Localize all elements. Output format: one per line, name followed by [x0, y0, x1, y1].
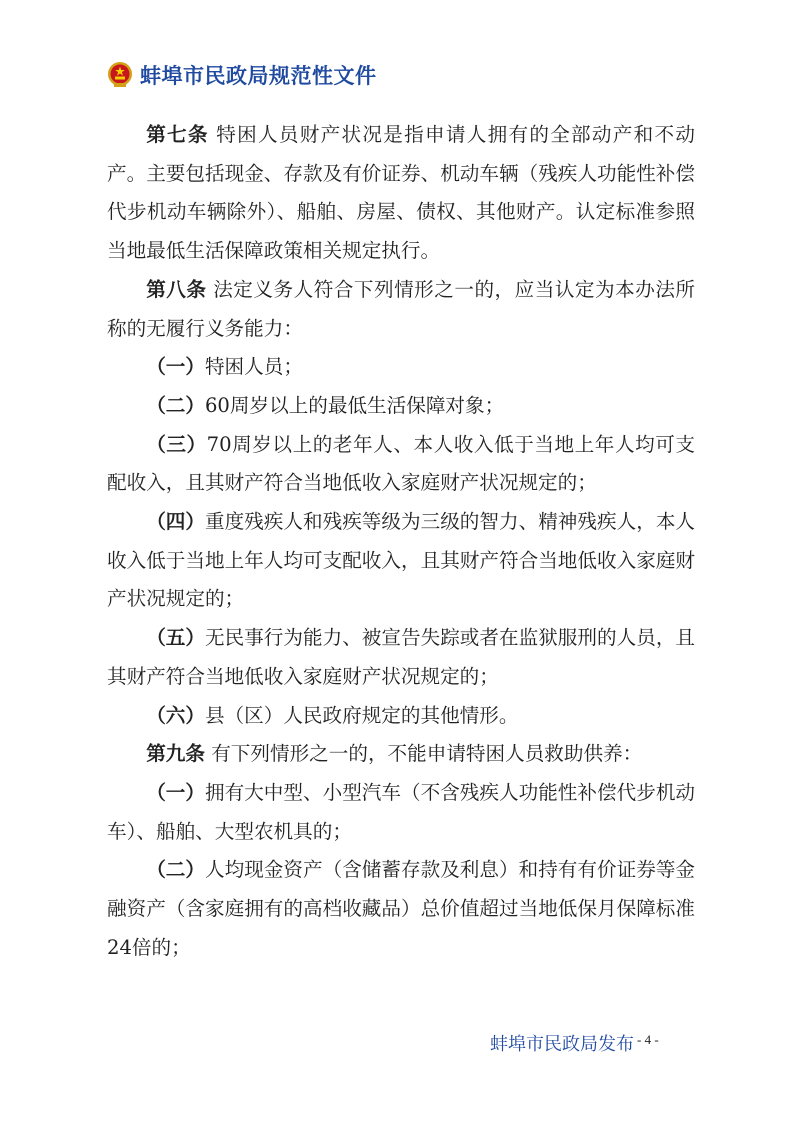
list-item	[107, 697, 695, 736]
paragraph-lead: 第七条	[146, 123, 209, 146]
item-text: 拥有大中型、小型汽车（不含残疾人功能性补偿代步机动车）、船舶、大型农机具的；	[107, 780, 696, 843]
paragraph-text: 法定义务人符合下列情形之一的，应当认定为本办法所称的无履行义务能力：	[107, 277, 696, 340]
article-7-paragraph	[107, 116, 695, 271]
header-title: 蚌埠市民政局规范性文件	[140, 64, 377, 88]
list-item	[107, 851, 695, 967]
list-item	[107, 387, 695, 426]
item-number: （五）	[146, 626, 205, 650]
list-item	[107, 774, 695, 851]
item-number: （四）	[146, 510, 205, 534]
page-number: - 4 -	[637, 1032, 659, 1047]
item-text: 重度残疾人和残疾等级为三级的智力、精神残疾人，本人收入低于当地上年人均可支配收入，且其财产符合当地低收入家庭财产状况规定的；	[107, 510, 696, 611]
item-number: （六）	[146, 703, 205, 727]
item-number: （二）	[146, 393, 205, 417]
item-number: （二）	[146, 858, 205, 882]
paragraph-lead: 第九条	[146, 742, 205, 766]
item-text: 60周岁以上的最低生活保障对象；	[204, 393, 505, 417]
item-text: 无民事行为能力、被宣告失踪或者在监狱服刑的人员，且其财产符合当地低收入家庭财产状况规定的；	[107, 626, 696, 688]
national-emblem-icon	[106, 61, 134, 89]
paragraph-text: 特困人员财产状况是指申请人拥有的全部动产和不动产。主要包括现金、存款及有价证券、机动车辆（残疾人功能性补偿代步机动车辆除外）、船舶、房屋、债权、其他财产。认定标准参照当地最低生活保障政策相关规定执行。	[107, 123, 695, 263]
item-number: （一）	[146, 355, 205, 379]
article-9-paragraph	[107, 735, 695, 774]
item-text: 县（区）人民政府规定的其他情形。	[204, 703, 519, 727]
item-text: 特困人员；	[204, 355, 303, 379]
list-item	[107, 619, 695, 696]
list-item	[107, 348, 695, 387]
publisher-label: 蚌埠市民政局发布	[490, 1034, 634, 1055]
paragraph-text: 有下列情形之一的，不能申请特困人员救助供养：	[204, 742, 643, 766]
item-text: 70周岁以上的老年人、本人收入低于当地上年人均可支配收入，且其财产符合当地低收入家庭财产状况规定的；	[107, 432, 696, 495]
item-number: （三）	[146, 432, 207, 456]
list-item	[107, 426, 695, 503]
item-text: 人均现金资产（含储蓄存款及利息）和持有有价证券等金融资产（含家庭拥有的高档收藏品）总价值超过当地低保月保障标准24倍的；	[107, 858, 696, 959]
document-header	[106, 60, 377, 90]
paragraph-lead: 第八条	[146, 277, 207, 301]
document-body	[107, 116, 695, 967]
item-number: （一）	[146, 780, 205, 804]
document-footer	[490, 1030, 659, 1056]
article-8-paragraph	[107, 271, 695, 348]
list-item	[107, 503, 695, 619]
